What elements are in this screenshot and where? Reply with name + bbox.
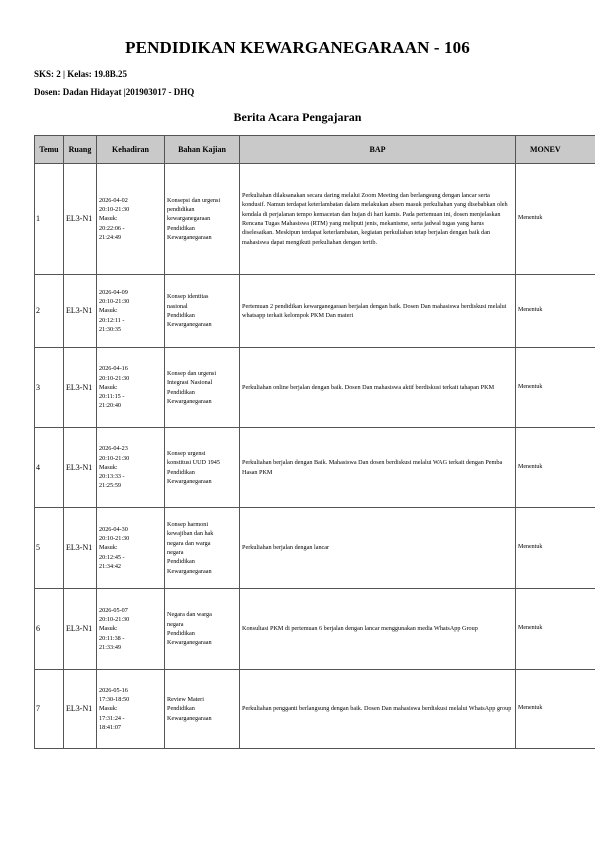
cell-bahan-kajian [165, 164, 240, 275]
bahan-kajian-line: Kewarganegaraan [167, 321, 212, 329]
session-time: 20:10-21:30 [99, 616, 130, 624]
table-row [35, 348, 595, 428]
cell-ruang: EL3-N1 [64, 164, 97, 275]
cell-kehadiran [97, 348, 165, 428]
check-in-label: Masuk: [99, 307, 118, 315]
cell-ruang: EL3-N1 [64, 589, 97, 670]
check-in-time: 20:22:06 - [99, 224, 125, 232]
cell-monev: Menentuk [516, 508, 595, 589]
cell-bahan-kajian [165, 508, 240, 589]
cell-bahan-kajian [165, 428, 240, 508]
check-in-time: 20:12:11 - [99, 316, 125, 324]
check-out-time: 21:24:49 [99, 233, 122, 241]
bahan-kajian-line: Konsep dan urgensi [167, 369, 217, 377]
session-date: 2026-04-23 [99, 445, 128, 453]
cell-bap: Perkuliahan berjalan dengan Baik. Mahasiswa Dan dosen berdiskusi melalui WAG terkait dengan Pemba Hasan PKM [240, 428, 516, 508]
cell-bap: Perkuliahan pengganti berlangsung dengan baik. Dosen Dan mahasiswa berdiskusi melalui WhatsApp group [240, 670, 516, 749]
cell-ruang: EL3-N1 [64, 670, 97, 749]
bahan-kajian-line: Pendidikan [167, 312, 195, 319]
cell-bahan-kajian [165, 275, 240, 348]
check-in-time: 20:11:38 - [99, 634, 125, 642]
bahan-kajian-line: Integrasi Nasional [167, 379, 213, 387]
bahan-kajian-line: Kewarganegaraan [167, 233, 212, 241]
check-out-time: 21:30:35 [99, 325, 122, 333]
check-in-time: 20:11:15 - [99, 393, 125, 401]
session-time: 20:10-21:30 [99, 298, 130, 306]
bahan-kajian-line: kewajiban dan hak [167, 530, 214, 538]
cell-bap: Perkuliahan berjalan dengan lancar [240, 508, 516, 589]
bahan-kajian-line: pendidikan [167, 206, 195, 214]
teaching-record-table [34, 135, 595, 749]
cell-ruang: EL3-N1 [64, 428, 97, 508]
check-in-label: Masuk: [99, 544, 118, 552]
bahan-kajian-line: Kewarganegaraan [167, 397, 212, 405]
bahan-kajian-line: Pendidikan [167, 558, 195, 566]
cell-bap: Pertemuan 2 pendidikan kewarganegaraan berjalan dengan baik. Dosen Dan mahasiswa berdiskusi melalui whatsapp terkait kelompok PKM Dan materi [240, 275, 516, 348]
cell-bahan-kajian [165, 348, 240, 428]
check-in-label: Masuk: [99, 383, 118, 391]
table-row [35, 275, 595, 348]
session-time: 20:10-21:30 [99, 374, 130, 382]
session-date: 2026-05-07 [99, 606, 128, 614]
bahan-kajian-line: Konsepsi dan urgensi [167, 196, 221, 204]
check-out-time: 18:41:07 [99, 723, 122, 731]
header-monev: MONEV [516, 136, 595, 164]
table-row [35, 508, 595, 589]
table-row [35, 428, 595, 508]
check-in-label: Masuk: [99, 215, 118, 223]
bahan-kajian-line: Review Materi [167, 696, 204, 704]
cell-kehadiran [97, 428, 165, 508]
session-date: 2026-04-02 [99, 196, 128, 204]
bahan-kajian-line: negara dan warga [167, 539, 211, 547]
bahan-kajian-line: Kewarganegaraan [167, 567, 212, 575]
cell-temu: 4 [35, 428, 64, 508]
table-row [35, 589, 595, 670]
bahan-kajian-line: negara [167, 549, 184, 556]
bahan-kajian-line: Konsep harmoni [167, 521, 209, 529]
section-title: Berita Acara Pengajaran [233, 110, 362, 124]
document-title: PENDIDIKAN KEWARGANEGARAAN - 106 [125, 38, 470, 57]
cell-bap: Konsultasi PKM di pertemuan 6 berjalan dengan lancar menggunakan media WhatsApp Group [240, 589, 516, 670]
cell-monev: Menentuk [516, 670, 595, 749]
check-in-label: Masuk: [99, 625, 118, 633]
bahan-kajian-line: Kewarganegaraan [167, 477, 212, 485]
cell-kehadiran [97, 670, 165, 749]
session-date: 2026-05-16 [99, 686, 128, 694]
cell-kehadiran [97, 589, 165, 670]
table-row [35, 164, 595, 275]
cell-temu: 6 [35, 589, 64, 670]
cell-ruang: EL3-N1 [64, 348, 97, 428]
header-kehadiran: Kehadiran [97, 136, 165, 164]
bahan-kajian-line: Pendidikan [167, 468, 195, 476]
bahan-kajian-line: Kewarganegaraan [167, 714, 212, 722]
bahan-kajian-line: Kewarganegaraan [167, 639, 212, 647]
check-out-time: 21:25:59 [99, 482, 122, 490]
session-time: 20:10-21:30 [99, 535, 130, 543]
cell-monev: Menentuk [516, 275, 595, 348]
cell-bap: Perkuliahan dilaksanakan secara daring melalui Zoom Meeting dan berlangsung dengan lancar serta kondusif. Namun terdapat keterlambatan dalam melakukan absen masuk perkuliahan yang disebabkan oleh kendala di perjalanan tempo kemacetan dan hujan di hari kamis. Pada pertemuan ini, dosen menjelaskan Rencana Tugas Mahasiswa (RTM) yang meliputi jenis, mekanisme, serta jadwal tugas yang harus diselesaikan. Meskipun terdapat keterlambatan, kegiatan perkuliahan tetap berjalan dengan baik dan mahasiswa dapat mengikuti perkuliahan dengan tertib. [240, 164, 516, 275]
header-ruang: Ruang [64, 136, 97, 164]
cell-ruang: EL3-N1 [64, 508, 97, 589]
cell-kehadiran [97, 508, 165, 589]
bahan-kajian-line: Pendidikan [167, 630, 195, 637]
cell-monev: Menentuk [516, 164, 595, 275]
cell-temu: 7 [35, 670, 64, 749]
session-date: 2026-04-30 [99, 525, 128, 533]
table-row [35, 670, 595, 749]
header-temu: Temu [35, 136, 64, 164]
cell-bahan-kajian [165, 589, 240, 670]
session-time: 20:10-21:30 [99, 454, 130, 462]
cell-kehadiran [97, 164, 165, 275]
session-date: 2026-04-16 [99, 365, 128, 373]
course-info: SKS: 2 | Kelas: 19.8B.25 [34, 69, 127, 79]
cell-temu: 3 [35, 348, 64, 428]
bahan-kajian-line: Konsep identitas [167, 293, 209, 301]
bahan-kajian-line: Konsep urgensi [167, 449, 206, 457]
cell-bahan-kajian [165, 670, 240, 749]
bahan-kajian-line: konstitusi UUD 1945 [167, 459, 220, 467]
cell-ruang: EL3-N1 [64, 275, 97, 348]
cell-monev: Menentuk [516, 589, 595, 670]
check-out-time: 21:34:42 [99, 562, 122, 570]
check-in-label: Masuk: [99, 463, 118, 471]
check-out-time: 21:33:49 [99, 643, 122, 651]
lecturer-info: Dosen: Dadan Hidayat |201903017 - DHQ [34, 87, 195, 97]
header-bap: BAP [240, 136, 516, 164]
check-in-time: 20:12:45 - [99, 553, 125, 561]
check-out-time: 21:20:40 [99, 402, 122, 410]
session-time: 17:30-18:50 [99, 696, 130, 704]
session-time: 20:10-21:30 [99, 206, 130, 214]
bahan-kajian-line: nasional [167, 302, 188, 310]
bahan-kajian-line: Pendidikan [167, 224, 195, 232]
bahan-kajian-line: Pendidikan [167, 388, 195, 396]
bahan-kajian-line: negara [167, 620, 184, 628]
bahan-kajian-line: Negara dan warga [167, 611, 212, 619]
cell-temu: 1 [35, 164, 64, 275]
session-date: 2026-04-09 [99, 288, 128, 296]
table-header-row [35, 136, 595, 164]
cell-temu: 5 [35, 508, 64, 589]
cell-bap: Perkuliahan online berjalan dengan baik. Dosen Dan mahasiswa aktif berdiskusi terkait tahapan PKM [240, 348, 516, 428]
header-bahan-kajian: Bahan Kajian [165, 136, 240, 164]
bahan-kajian-line: Pendidikan [167, 705, 195, 713]
bahan-kajian-line: kewarganegaraan [167, 215, 211, 223]
check-in-time: 20:13:33 - [99, 473, 125, 481]
cell-kehadiran [97, 275, 165, 348]
check-in-label: Masuk: [99, 705, 118, 713]
cell-monev: Menentuk [516, 348, 595, 428]
check-in-time: 17:31:24 - [99, 714, 125, 722]
cell-monev: Menentuk [516, 428, 595, 508]
cell-temu: 2 [35, 275, 64, 348]
